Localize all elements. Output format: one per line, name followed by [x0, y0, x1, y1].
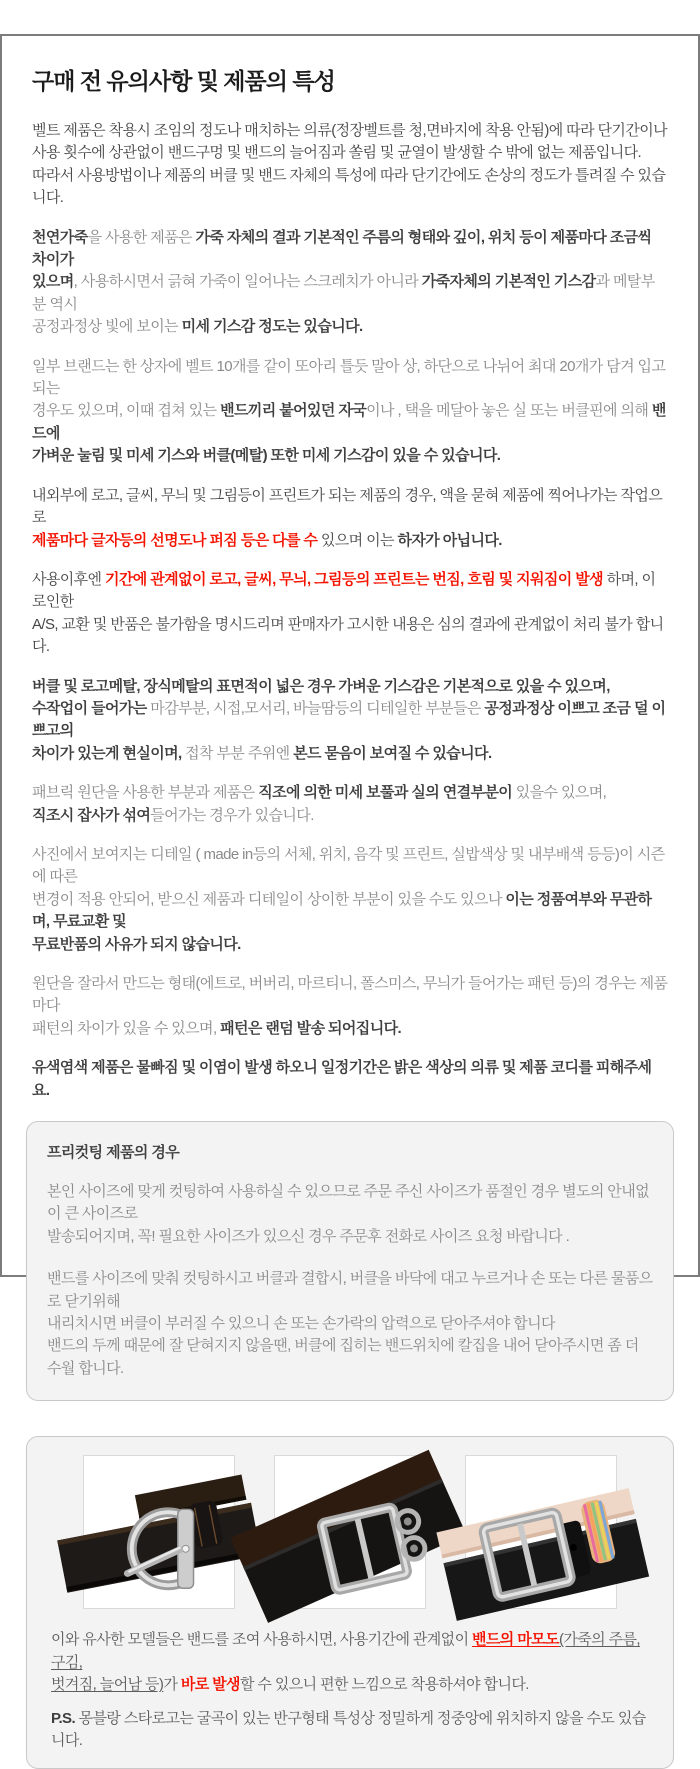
belt-striped-keeper-illustration: [466, 1456, 616, 1608]
belt-image-row: [51, 1455, 649, 1609]
notice-paragraph: 일부 브랜드는 한 상자에 벨트 10개를 같이 또아리 틀듯 말아 상, 하단으로 나뉘어 최대 20개가 담겨 입고되는 경우도 있으며, 이때 겹쳐 있는 밴드끼리 붙어있던 자국이나 , 택을 메달아 놓은 실 또는 버클핀에 의해 밴드에 가벼운 눌림 및 미세 기스와 버클(메탈) 또한 미세 기스감이 있을 수 있습니다.: [32, 357, 666, 465]
notice-paragraph: 버클 및 로고메탈, 장식메탈의 표면적이 넓은 경우 가벼운 기스감은 기본적으로 있을 수 있으며, 수작업이 들어가는 마감부분, 시접,모서리, 바늘땀등의 디테일한 부분들은 공정과정상 이쁘고 조금 덜 이쁘고의 차이가 있는게 현실이며, 접착 부분 주위엔 본드 묻음이 보여질 수 있습니다.: [32, 677, 666, 762]
belt-photo-horseshoe-buckle: [83, 1455, 235, 1609]
notice-paragraph: 내외부에 로고, 글씨, 무늬 및 그림등이 프린트가 되는 제품의 경우, 액을 묻혀 제품에 찍어나가는 작업으로 제품마다 글자등의 선명도나 퍼짐 등은 다를 수 있으며 이는 하자가 아닙니다.: [32, 486, 663, 549]
notice-paragraph: 벨트 제품은 착용시 조임의 정도나 매치하는 의류(정장벨트를 청,면바지에 착용 안됨)에 따라 단기간이나 사용 횟수에 상관없이 밴드구멍 및 밴드의 늘어짐과 쏠림 및 균열이 발생할 수 밖에 없는 제품입니다. 따라서 사용방법이나 제품의 버클 및 밴드 자체의 특성에 따라 단기간에도 손상의 정도가 틀려질 수 있습니다.: [32, 122, 667, 207]
notice-paragraph: 유색염색 제품은 물빠짐 및 이염이 발생 하오니 일정기간은 밝은 색상의 의류 및 제품 코디를 피해주세요.: [32, 1059, 652, 1099]
notice-paragraphs: [32, 120, 668, 1102]
notice-paragraph: 패브릭 원단을 사용한 부분과 제품은 직조에 의한 미세 보풀과 실의 연결부분이 있을수 있으며, 직조시 잡사가 섞여들어가는 경우가 있습니다.: [32, 784, 607, 824]
precut-box-paragraph: 본인 사이즈에 맞게 컷팅하여 사용하실 수 있으므로 주문 주신 사이즈가 품절인 경우 별도의 안내없이 큰 사이즈로 발송되어지며, 꼭! 필요한 사이즈가 있으신 경우 주문후 전화로 사이즈 요청 바랍니다 .: [47, 1183, 649, 1245]
notice-sheet: [0, 34, 700, 1749]
precut-box-title: 프리컷팅 제품의 경우: [47, 1144, 180, 1162]
belt-photo-striped-keeper: [465, 1455, 617, 1609]
notice-paragraph: 천연가죽을 사용한 제품은 가죽 자체의 결과 기본적인 주름의 형태와 깊이, 위치 등이 제품마다 조금씩 차이가 있으며, 사용하시면서 긁혀 가죽이 일어나는 스크레치가 아니라 가죽자체의 기본적인 기스감과 메탈부분 역시 공정과정상 빛에 보이는 미세 기스감 정도는 있습니다.: [32, 228, 655, 336]
belt-wear-note: 이와 유사한 모델들은 밴드를 조여 사용하시면, 사용기간에 관계없이 밴드의 마모도(가죽의 주름, 구김, 벗겨짐, 늘어남 등)가 바로 발생할 수 있으니 편한 느낌으로 착용하셔야 합니다.: [51, 1631, 640, 1694]
belt-photo-gancini-buckle: [274, 1455, 426, 1609]
precut-box-paragraph: 밴드를 사이즈에 맞춰 컷팅하시고 버클과 결합시, 버클을 바닥에 대고 누르거나 손 또는 다른 물품으로 닫기위해 내리치시면 버클이 부러질 수 있으니 손 또는 손가락의 압력으로 닫아주셔야 합니다 밴드의 두께 때문에 잘 닫혀지지 않을땐, 버클에 집히는 밴드위치에 칼집을 내어 닫아주시면 좀 더 수월 합니다.: [47, 1270, 653, 1377]
belt-example-box: [26, 1436, 674, 1769]
notice-paragraph: 원단을 잘라서 만드는 형태(에트로, 버버리, 마르티니, 폴스미스, 무늬가 들어가는 패턴 등)의 경우는 제품마다 패턴의 차이가 있을 수 있으며, 패턴은 랜덤 발송 되어집니다.: [32, 975, 668, 1037]
notice-paragraph: 사용이후엔 기간에 관계없이 로고, 글씨, 무늬, 그림등의 프린트는 번짐, 흐림 및 지워짐이 발생 하며, 이로인한 A/S, 교환 및 반품은 불가함을 명시드리며 판매자가 고시한 내용은 심의 결과에 관계없이 처리 불가 합니다.: [32, 570, 664, 656]
precut-info-box: [26, 1121, 674, 1401]
page-title: 구매 전 유의사항 및 제품의 특성: [32, 68, 335, 94]
notice-paragraph: 사진에서 보여지는 디테일 ( made in등의 서체, 위치, 음각 및 프린트, 실밥색상 및 내부배색 등등)이 시즌에 따른 변경이 적용 안되어, 받으신 제품과 디테일이 상이한 부분이 있을 수도 있으나 이는 정품여부와 무관하며, 무료교환 및 무료반품의 사유가 되지 않습니다.: [32, 845, 665, 953]
belt-gancini-illustration: [275, 1456, 425, 1608]
belt-ps-note: P.S. 몽블랑 스타로고는 굴곡이 있는 반구형태 특성상 정밀하게 정중앙에 위치하지 않을 수도 있습니다.: [51, 1709, 646, 1749]
belt-horseshoe-illustration: [84, 1456, 234, 1608]
